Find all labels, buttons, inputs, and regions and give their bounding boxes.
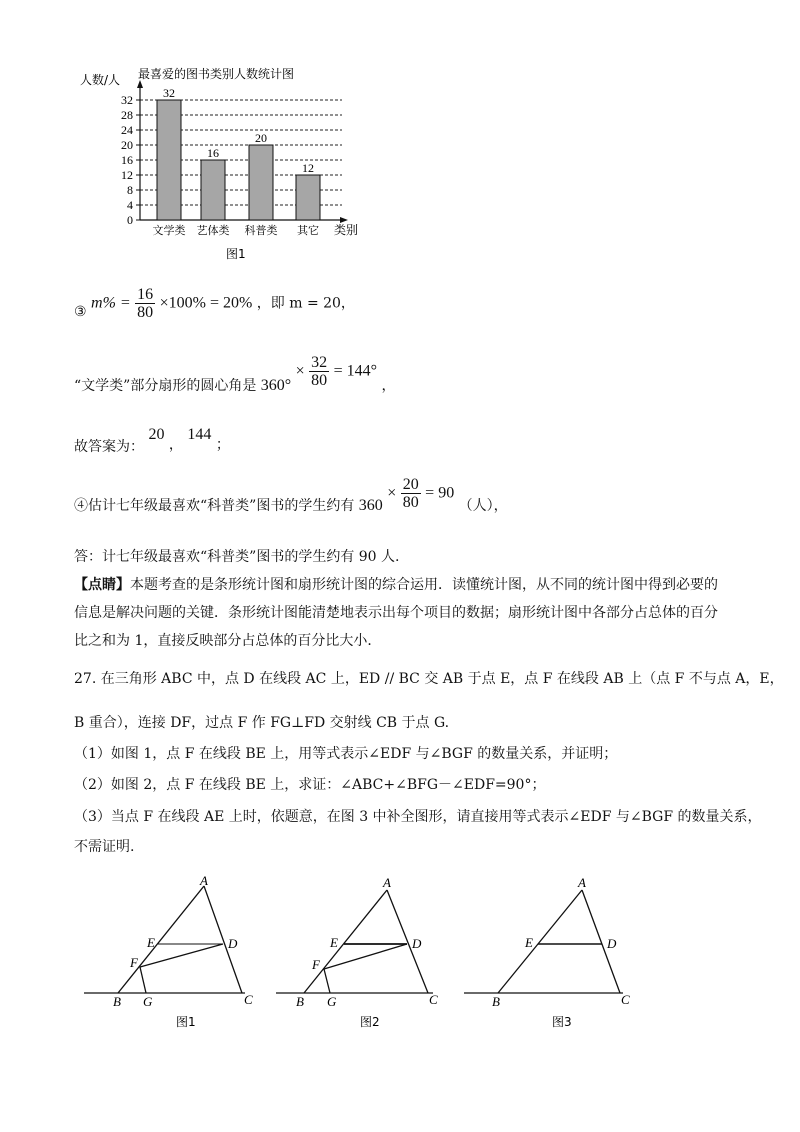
label-e: E — [147, 935, 155, 950]
y-tick-label: 20 — [121, 138, 133, 152]
label-d: D — [228, 936, 238, 951]
side-ab — [304, 890, 387, 993]
problem27-line-1: 27. 在三角形 ABC 中，点 D 在线段 AC 上，ED // BC 交 AB 于点 E，点 F 在线段 AB 上（点 F 不与点 A，E， — [74, 671, 784, 687]
label-a: A — [200, 873, 208, 888]
label-c: C — [244, 992, 253, 1007]
label-c: C — [429, 992, 438, 1007]
x-category-label: 艺体类 — [196, 224, 230, 237]
angle-frac-num: 32 — [311, 354, 328, 371]
item3-frac-num: 16 — [137, 286, 154, 303]
bar-value-label: 16 — [207, 146, 219, 160]
figure-1-caption: 图1 — [176, 1015, 196, 1029]
comment-line-2: 信息是解决问题的关键．条形统计图能清楚地表示出每个项目的数据；扇形统计图中各部分占总体的百分 — [74, 605, 718, 621]
angle-times: × — [295, 362, 305, 380]
comment-text-1: 本题考查的是条形统计图和扇形统计图的综合运用．读懂统计图，从不同的统计图中得到必要的 — [130, 577, 718, 593]
geometry-figure-2 — [268, 872, 448, 1032]
item4-times: × — [387, 484, 397, 502]
item4-line — [74, 476, 508, 514]
comment-line-3: 比之和为 1，直接反映部分占总体的百分比大小． — [74, 633, 382, 649]
answer-end: ； — [215, 437, 230, 453]
chart-bars — [157, 86, 320, 220]
bar-value-label: 12 — [302, 161, 314, 175]
item3-rhs: ×100% = 20% — [159, 294, 253, 312]
item4-fraction — [401, 476, 421, 511]
angle-360: 360° — [260, 376, 292, 394]
item3-fraction — [135, 286, 155, 321]
label-b: B — [492, 994, 500, 1009]
figure-3-caption: 图3 — [552, 1015, 572, 1029]
bar-value-label: 32 — [163, 86, 175, 100]
item4-frac-num: 20 — [402, 476, 419, 493]
angle-result: = 144° — [333, 362, 377, 380]
label-b: B — [296, 994, 304, 1009]
x-category-label: 其它 — [297, 224, 319, 237]
side-ac — [387, 890, 428, 993]
y-tick-label: 28 — [121, 108, 133, 122]
segment-fg — [140, 967, 146, 993]
label-f: F — [312, 957, 320, 972]
x-category-label: 科普类 — [244, 224, 278, 237]
y-tick-label: 32 — [121, 93, 133, 107]
angle-tail: ， — [381, 377, 396, 394]
side-ab — [498, 890, 582, 993]
chart-title: 最喜爱的图书类别人数统计图 — [138, 67, 295, 81]
item4-tail: （人）， — [458, 497, 508, 514]
chart-x-axis-label: 类别 — [334, 223, 359, 237]
segment-fg — [324, 969, 330, 993]
label-b: B — [113, 994, 121, 1009]
answer-a: 20 — [148, 426, 165, 443]
item3-tail: ，即 m = 20， — [256, 295, 355, 312]
chart-caption: 图1 — [226, 247, 246, 261]
comment-line-1 — [74, 574, 718, 594]
label-d: D — [412, 936, 422, 951]
y-axis-arrow-icon — [137, 80, 143, 88]
chart-x-categories — [153, 223, 320, 237]
label-e: E — [525, 935, 533, 950]
bar-chart — [80, 62, 380, 267]
angle-frac-den: 80 — [311, 372, 328, 389]
item4-prefix: ④估计七年级最喜欢“科普类”图书的学生约有 — [74, 497, 355, 514]
bar — [249, 145, 273, 220]
angle-line — [74, 354, 396, 394]
label-c: C — [621, 992, 630, 1007]
final-answer: 答：计七年级最喜欢“科普类”图书的学生约有 90 人. — [74, 549, 400, 565]
item3-frac-den: 80 — [137, 304, 154, 321]
chart-y-axis-label: 人数/人 — [80, 73, 121, 87]
label-f: F — [130, 955, 138, 970]
problem27-q1: （1）如图 1，点 F 在线段 BE 上，用等式表示∠EDF 与∠BGF 的数量关系，并证明； — [74, 746, 618, 762]
side-ab — [118, 886, 204, 993]
y-tick-label: 12 — [121, 168, 133, 182]
item4-frac-den: 80 — [402, 494, 419, 511]
problem27-q3a: （3）当点 F 在线段 AE 上时，依题意，在图 3 中补全图形，请直接用等式表示∠EDF 与∠BGF 的数量关系， — [74, 809, 762, 825]
item4-result: = 90 — [425, 484, 455, 502]
item3-lhs: m% = — [91, 294, 131, 312]
figure-2-caption: 图2 — [360, 1015, 380, 1029]
comment-tag: 【点睛】 — [74, 577, 130, 593]
geometry-figure-1 — [80, 872, 260, 1032]
answer-prefix: 故答案为： — [74, 439, 144, 455]
label-d: D — [607, 936, 617, 951]
item3-marker: ③ — [74, 303, 87, 320]
answer-sep: ， — [168, 437, 183, 453]
geometry-figure-3 — [458, 872, 638, 1032]
y-tick-label: 24 — [121, 123, 133, 137]
bar — [157, 100, 181, 220]
label-a: A — [383, 875, 391, 890]
item4-360: 360 — [358, 496, 383, 514]
problem27-q2: （2）如图 2，点 F 在线段 BE 上，求证：∠ABC+∠BFG－∠EDF=90°； — [74, 777, 546, 793]
y-tick-label: 0 — [127, 213, 133, 227]
chart-y-ticks — [121, 93, 140, 227]
label-a: A — [578, 875, 586, 890]
x-category-label: 文学类 — [152, 224, 186, 237]
y-tick-label: 8 — [127, 183, 133, 197]
problem27-q3b: 不需证明. — [74, 839, 135, 855]
label-g: G — [327, 994, 337, 1009]
item3-line — [74, 286, 355, 326]
label-e: E — [330, 935, 338, 950]
answer-b: 144 — [187, 426, 212, 443]
angle-prefix: “文学类”部分扇形的圆心角是 — [74, 377, 257, 394]
answer-line — [74, 424, 230, 455]
angle-fraction — [309, 354, 329, 389]
bar — [296, 175, 320, 220]
problem27-line-2: B 重合），连接 DF，过点 F 作 FG⊥FD 交射线 CB 于点 G. — [74, 715, 450, 731]
y-tick-label: 4 — [127, 198, 133, 212]
bar-value-label: 20 — [255, 131, 267, 145]
label-g: G — [143, 994, 153, 1009]
bar — [201, 160, 225, 220]
y-tick-label: 16 — [121, 153, 133, 167]
